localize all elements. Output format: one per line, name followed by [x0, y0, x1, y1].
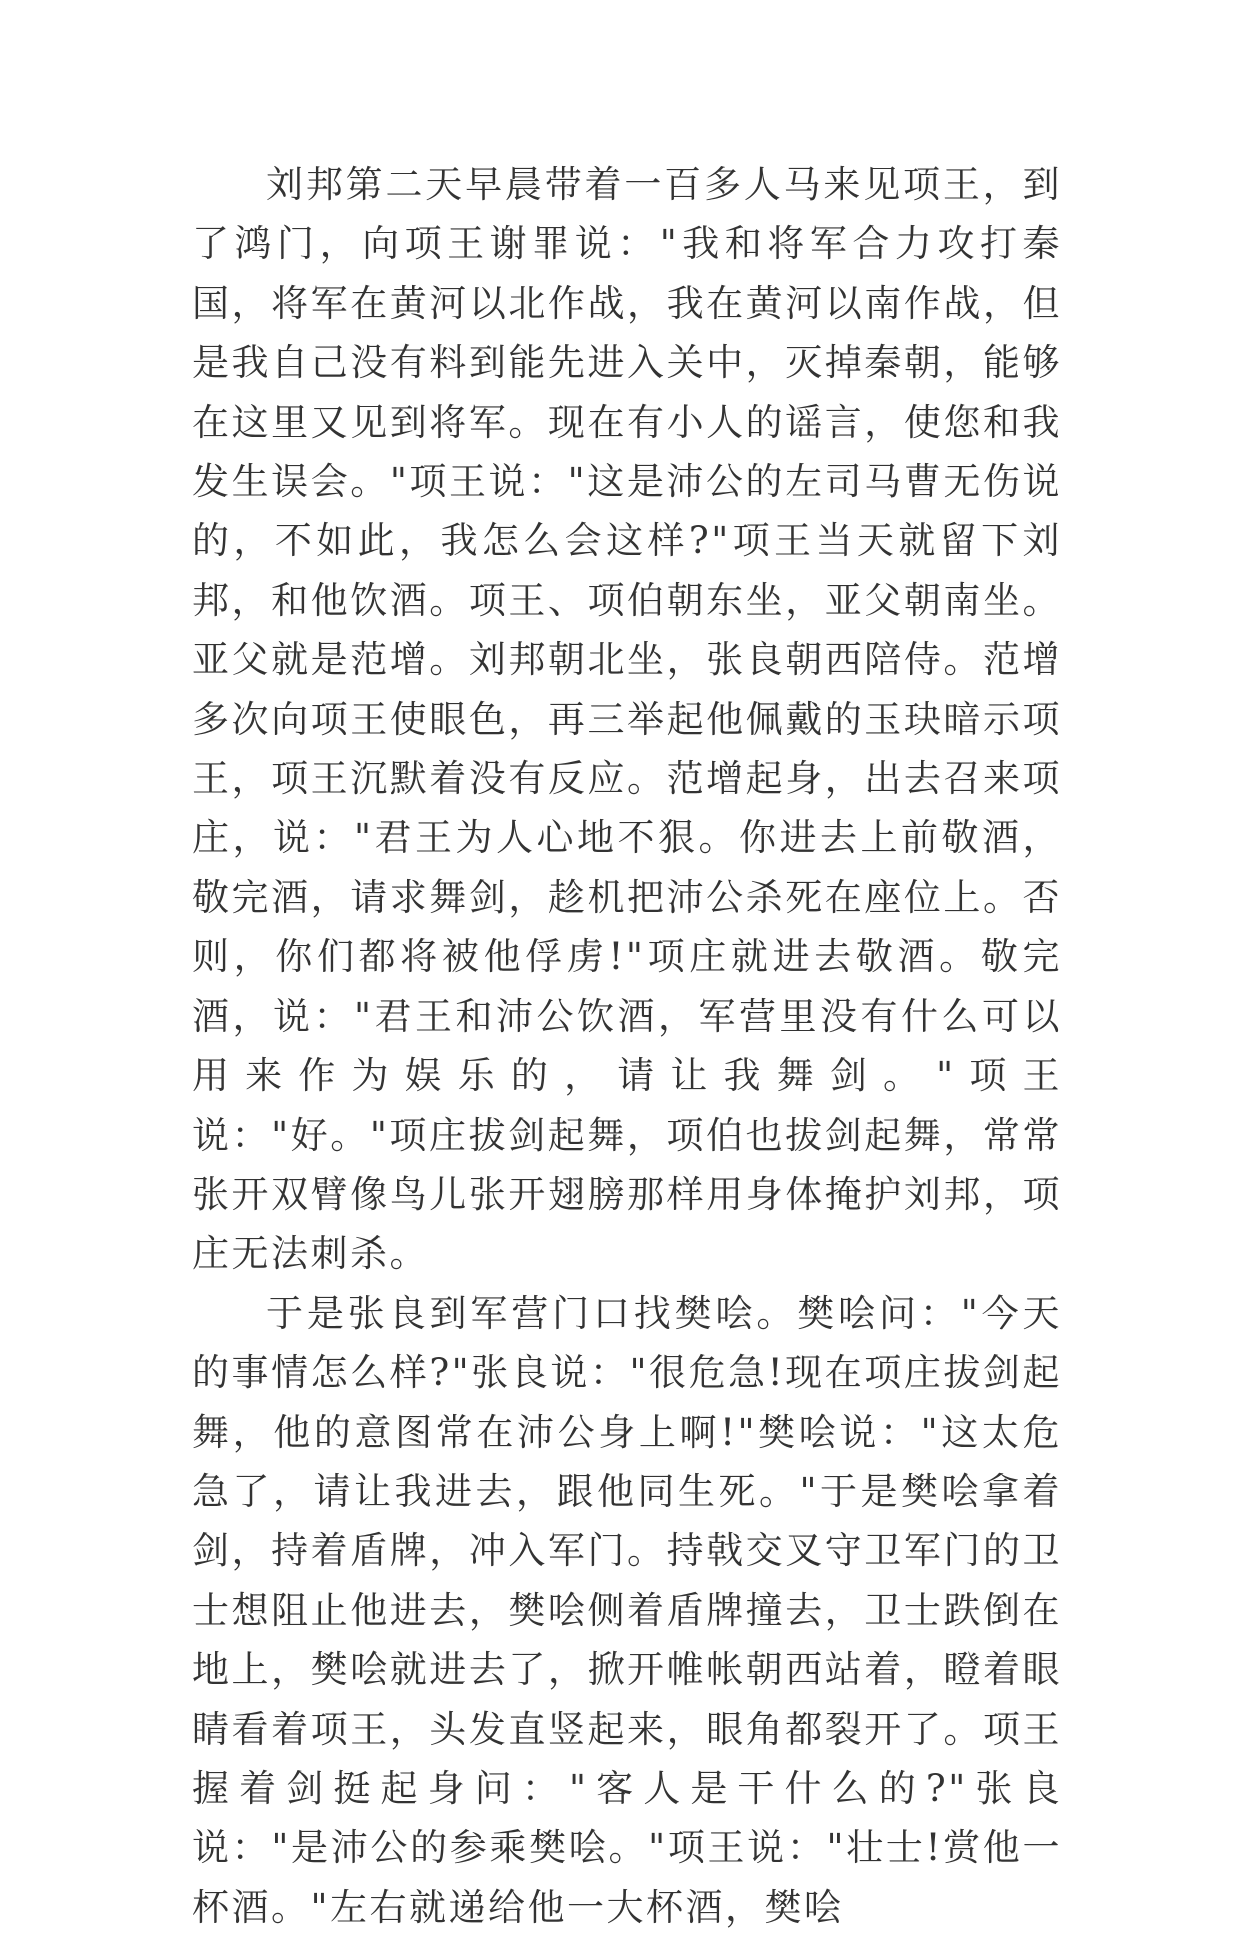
paragraph-1: 刘邦第二天早晨带着一百多人马来见项王，到了鸿门，向项王谢罪说："我和将军合力攻打秦国，将军在黄河以北作战，我在黄河以南作战，但是我自己没有料到能先进入关中，灭掉秦朝，能够在这里又见到将军。现在有小人的谣言，使您和我发生误会。"项王说："这是沛公的左司马曹无伤说的，不如此，我怎么会这样?"项王当天就留下刘邦，和他饮酒。项王、项伯朝东坐，亚父朝南坐。亚父就是范增。刘邦朝北坐，张良朝西陪侍。范增多次向项王使眼色，再三举起他佩戴的玉玦暗示项王，项王沉默着没有反应。范增起身，出去召来项庄，说："君王为人心地不狠。你进去上前敬酒，敬完酒，请求舞剑，趁机把沛公杀死在座位上。否则，你们都将被他俘虏!"项庄就进去敬酒。敬完酒，说："君王和沛公饮酒，军营里没有什么可以用来作为娱乐的，请让我舞剑。"项王说："好。"项庄拔剑起舞，项伯也拔剑起舞，常常张开双臂像鸟儿张开翅膀那样用身体掩护刘邦，项庄无法刺杀。 — [192, 163, 1062, 1276]
paragraph-2: 于是张良到军营门口找樊哙。樊哙问："今天的事情怎么样?"张良说："很危急!现在项庄拔剑起舞，他的意图常在沛公身上啊!"樊哙说："这太危急了，请让我进去，跟他同生死。"于是樊哙拿着剑，持着盾牌，冲入军门。持戟交叉守卫军门的卫士想阻止他进去，樊哙侧着盾牌撞去，卫士跌倒在地上，樊哙就进去了，掀开帷帐朝西站着，瞪着眼睛看着项王，头发直竖起来，眼角都裂开了。项王握着剑挺起身问："客人是干什么的?"张良说："是沛公的参乘樊哙。"项王说："壮士!赏他一杯酒。"左右就递给他一大杯酒，樊哙 — [192, 1291, 1062, 1929]
body-text — [192, 155, 1062, 1937]
